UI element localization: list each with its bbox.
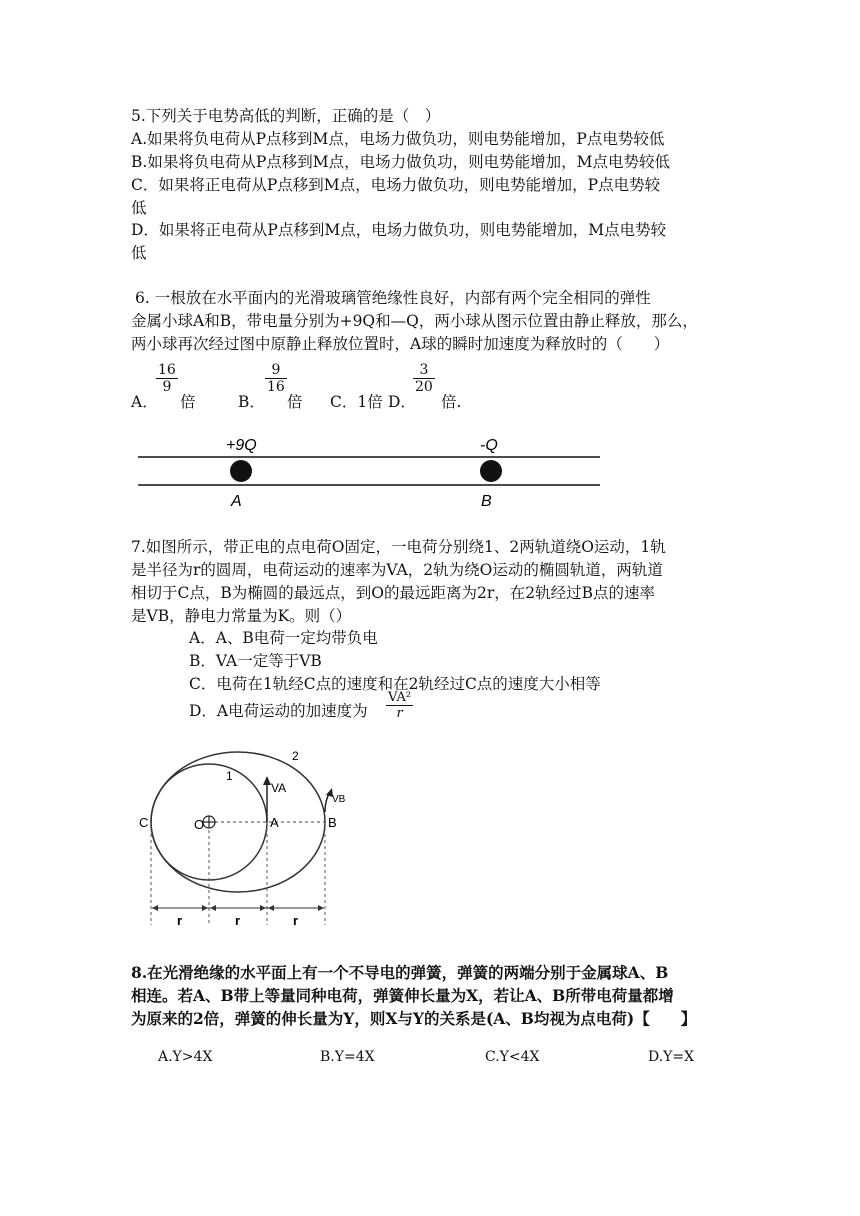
q7-stem-line1: 7.如图所示，带正电的点电荷O固定，一电荷分别绕1、2两轨道绕O运动，1轨 — [131, 538, 666, 556]
dimension-r-3: r — [293, 913, 299, 928]
q7-orbit-figure — [130, 740, 360, 935]
q6-option-a-denominator: 9 — [162, 379, 172, 395]
q6-option-b-denominator: 16 — [267, 379, 285, 395]
q8-option-c: C.Y<4X — [485, 1049, 540, 1065]
q7-option-d-fraction — [386, 690, 413, 721]
q7-stem-line4: 是VB，静电力常量为K。则（） — [131, 607, 352, 625]
q8-option-d: D.Y=X — [648, 1049, 695, 1065]
q6-stem-line2: 金属小球A和B，带电量分别为+9Q和—Q，两小球从图示位置由静止释放，那么， — [131, 312, 698, 330]
q6-option-b-numerator: 9 — [271, 362, 281, 378]
q7-option-b: B．VA一定等于VB — [189, 652, 322, 670]
charge-a-label: +9Q — [226, 437, 257, 454]
q6-option-a-numerator: 16 — [158, 362, 176, 378]
q7-option-a: A．A、B电荷一定均带负电 — [189, 629, 378, 647]
point-c-label: C — [139, 815, 149, 830]
dimension-r-1: r — [177, 913, 183, 928]
q6-option-d-denominator: 20 — [415, 379, 433, 395]
q6-option-b-fraction — [265, 362, 287, 395]
ball-b — [480, 460, 502, 482]
point-a-label: A — [270, 815, 279, 830]
point-o-label: O — [194, 817, 205, 832]
q5-option-d-cont: 低 — [131, 244, 147, 262]
q7-stem-line2: 是半径为r的圆周，电荷运动的速率为VA，2轨为绕O运动的椭圆轨道，两轨道 — [131, 561, 663, 579]
q6-stem-line1: 6. 一根放在水平面内的光滑玻璃管绝缘性良好，内部有两个完全相同的弹性 — [135, 289, 651, 307]
q6-option-a-label: A． — [131, 393, 158, 411]
ball-a — [230, 460, 252, 482]
charge-b-label: -Q — [480, 437, 498, 454]
q7-option-d-denominator: r — [396, 706, 403, 721]
ball-a-label: A — [231, 493, 242, 510]
q8-stem-line2: 相连。若A、B带上等量同种电荷，弹簧伸长量为X，若让A、B所带电荷量都增 — [131, 986, 674, 1005]
q7-option-d: D．A电荷运动的加速度为 — [189, 702, 368, 720]
q5-option-d: D．如果将正电荷从P点移到M点，电场力做负功，则电势能增加，M点电势较 — [131, 221, 667, 239]
q7-stem-line3: 相切于C点，B为椭圆的最远点，到O的最远距离为2r，在2轨经过B点的速率 — [131, 584, 655, 602]
q7-option-d-numerator: VA² — [388, 690, 412, 705]
velocity-a-label: VA — [271, 781, 287, 795]
q6-option-b-label: B． — [238, 393, 265, 411]
q8-option-a: A.Y>4X — [158, 1049, 213, 1065]
orbit-2-label: 2 — [292, 749, 299, 763]
q6-option-d-label: D． — [388, 393, 416, 411]
q6-tube-figure — [130, 430, 610, 515]
q7-option-c: C．电荷在1轨经C点的速度和在2轨经过C点的速度大小相等 — [189, 675, 601, 693]
q8-stem-line3: 为原来的2倍，弹簧的伸长量为Y，则X与Y的关系是(A、B均视为点电荷)【 】 — [131, 1009, 697, 1028]
orbit-1-label: 1 — [226, 769, 233, 783]
q6-option-a-unit: 倍 — [180, 393, 196, 411]
q5-option-b: B.如果将负电荷从P点移到M点，电场力做负功，则电势能增加，M点电势较低 — [131, 153, 670, 171]
q6-stem-line3: 两小球再次经过图中原静止释放位置时，A球的瞬时加速度为释放时的（ ） — [131, 335, 670, 353]
q5-option-a: A.如果将负电荷从P点移到M点，电场力做负功，则电势能增加，P点电势较低 — [131, 130, 665, 148]
q6-option-a-fraction — [156, 362, 178, 395]
q5-option-c-cont: 低 — [131, 199, 147, 217]
q6-option-d-fraction — [413, 362, 435, 395]
velocity-b-label: VB — [332, 794, 346, 805]
q6-option-c: C．1倍 — [330, 393, 383, 411]
point-b-label: B — [328, 815, 337, 830]
dimension-r-2: r — [235, 913, 241, 928]
q6-option-b-unit: 倍 — [287, 393, 303, 411]
q6-option-d-unit: 倍. — [441, 393, 462, 411]
q8-stem-line1: 8.在光滑绝缘的水平面上有一个不导电的弹簧，弹簧的两端分别于金属球A、B — [131, 963, 669, 982]
ball-b-label: B — [481, 493, 492, 510]
q5-stem: 5.下列关于电势高低的判断，正确的是（ ） — [131, 107, 441, 125]
q6-option-d-numerator: 3 — [419, 362, 429, 378]
q8-option-b: B.Y=4X — [320, 1049, 375, 1065]
q5-option-c: C．如果将正电荷从P点移到M点，电场力做负功，则电势能增加，P点电势较 — [131, 176, 661, 194]
